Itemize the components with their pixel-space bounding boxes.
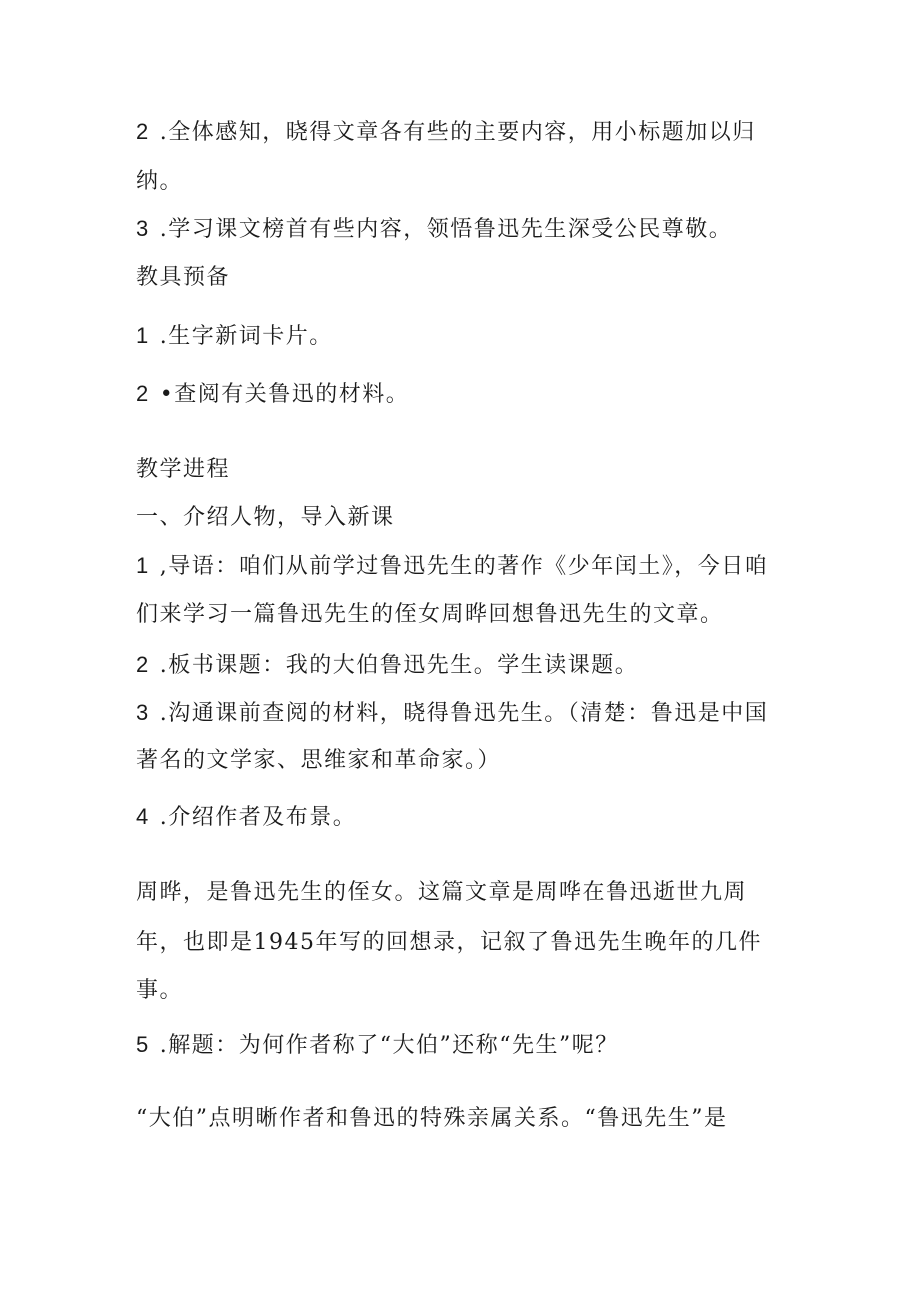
line-text: 年，也即是1945年写的回想录，记叙了鲁迅先生晚年的几件 [136,930,762,955]
line-text: .介绍作者及布景。 [159,805,357,830]
paragraph-line [136,322,333,351]
subsection-heading [136,504,395,532]
line-text: .全体感知，晓得文章各有些的主要内容，用小标题加以归 [159,120,756,145]
paragraph-line [136,747,501,775]
paragraph-line [136,552,768,581]
line-text: .板书课题：我的大伯鲁迅先生。学生读课题。 [159,653,639,678]
line-text: ,导语：咱们从前学过鲁迅先生的著作《少年闰土》，今日咱 [159,554,769,579]
paragraph-line [136,1031,619,1060]
line-text: .解题：为何作者称了“大伯”还称“先生”呢？ [159,1033,619,1058]
paragraph-line [136,601,724,629]
item-number: 2 [136,381,150,406]
paragraph-line [136,651,638,680]
line-text: 一、介绍人物，导入新课 [136,505,395,530]
line-text: 事。 [136,978,184,1003]
line-text: 们来学习一篇鲁迅先生的侄女周晔回想鲁迅先生的文章。 [136,602,724,627]
section-heading [136,456,230,484]
paragraph-line [136,215,732,244]
line-text: 教具预备 [136,265,231,290]
paragraph-line [136,168,183,196]
line-text: .沟通课前查阅的材料，晓得鲁迅先生。（清楚：鲁迅是中国 [159,701,769,726]
item-number: 2 [136,119,150,144]
paragraph-line [136,929,762,957]
line-text: 周晔，是鲁迅先生的侄女。这篇文章是周哗在鲁迅逝世九周 [136,880,748,905]
line-text: .学习课文榜首有些内容，领悟鲁迅先生深受公民尊敬。 [159,217,733,242]
line-text: 著名的文学家、思维家和革命家。） [136,748,502,773]
item-number: 1 [136,553,150,578]
line-text: •查阅有关鲁迅的材料。 [159,382,410,407]
paragraph-line [136,879,747,907]
paragraph-line [136,699,768,728]
line-text: .生字新词卡片。 [159,324,333,349]
paragraph-line [136,977,183,1005]
item-number: 5 [136,1032,150,1057]
line-text: “大伯”点明晰作者和鲁迅的特殊亲属关系。“鲁迅先生”是 [136,1106,728,1131]
item-number: 4 [136,804,150,829]
item-number: 2 [136,652,150,677]
line-text: 纳。 [136,169,184,194]
item-number: 3 [136,216,150,241]
paragraph-line [136,118,756,147]
item-number: 1 [136,323,150,348]
item-number: 3 [136,700,150,725]
section-heading [136,264,230,292]
paragraph-line [136,803,356,832]
paragraph-line [136,380,409,409]
line-text: 教学进程 [136,457,231,482]
paragraph-line [136,1105,728,1133]
